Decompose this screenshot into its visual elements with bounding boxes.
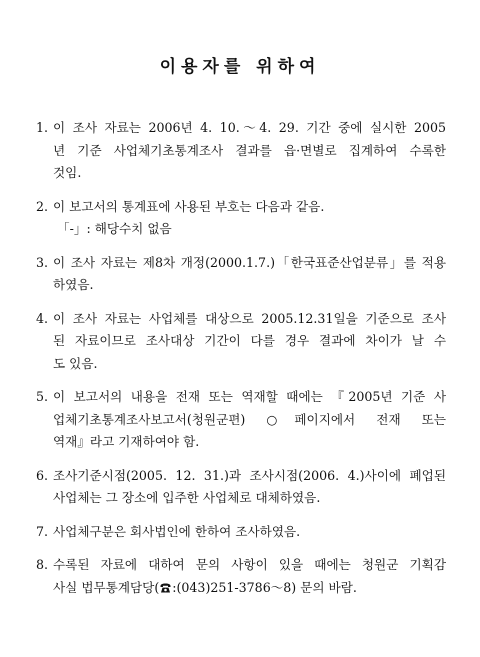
item-number: 7. <box>36 523 49 539</box>
item-number: 2. <box>36 198 49 214</box>
item-content <box>53 554 446 599</box>
item-line: 사업체는 그 장소에 입주한 사업체로 대체하였음. <box>53 490 321 505</box>
item-line: 업체기초통계조사보고서(청원군편) ○페이지에서 전재 또는 <box>53 411 446 427</box>
item-content <box>53 196 446 241</box>
item-line: 사업체구분은 회사법인에 한하여 조사하였음. <box>53 523 301 539</box>
item-line: 된 자료이므로 조사대상 기간이 다를 경우 결과에 차이가 날 수 <box>53 333 446 348</box>
item-content <box>53 117 446 185</box>
item-content <box>53 252 446 297</box>
contact-line <box>53 577 446 600</box>
item-number: 4. <box>36 310 49 326</box>
item-number: 1. <box>36 120 49 135</box>
item-content <box>53 386 446 454</box>
list-item <box>36 554 446 599</box>
list-item <box>36 521 446 544</box>
item-line: 도 있음. <box>53 355 98 371</box>
telephone-icon <box>160 583 171 593</box>
item-number: 3. <box>36 254 49 270</box>
item-line: 이 보고서의 내용을 전재 또는 역재할 때에는 『2005년 기준 사 <box>53 389 446 404</box>
page-title: 이용자를 위하여 <box>159 57 321 77</box>
list-item <box>36 252 446 297</box>
symbol-note: 「-」: 해당수치 없음 <box>57 221 172 236</box>
item-line: 조사기준시점(2005. 12. 31.)과 조사시점(2006. 4.)사이에 폐업된 <box>53 467 446 483</box>
list-item <box>36 196 446 241</box>
item-line: 것임. <box>53 165 82 180</box>
item-line: 이 조사 자료는 사업체를 대상으로 2005.12.31일을 기준으로 조사 <box>53 310 446 326</box>
item-line: 년 기준 사업체기초통계조사 결과를 읍·면별로 집계하여 수록한 <box>53 142 446 158</box>
item-number: 6. <box>36 467 49 483</box>
list-item <box>36 386 446 454</box>
item-content <box>53 308 446 376</box>
item-line: 이 조사 자료는 제8차 개정(2000.1.7.)「한국표준산업분류」를 적용 <box>53 254 446 270</box>
list-item <box>36 465 446 510</box>
item-line: 이 조사 자료는 2006년 4. 10.～4. 29. 기간 중에 실시한 2005 <box>53 120 446 135</box>
item-number: 5. <box>36 389 49 404</box>
contact-text-before: 사실 법무통계담당( <box>53 579 160 595</box>
item-line: 역재』라고 기재하여야 함. <box>53 434 200 449</box>
item-line: 하였음. <box>53 277 94 292</box>
item-number: 8. <box>36 557 49 572</box>
contact-text-after: :(043)251-3786～8) 문의 바람. <box>172 579 357 595</box>
notice-list <box>36 117 446 610</box>
item-line: 이 보고서의 통계표에 사용된 부호는 다음과 같음. <box>53 198 325 214</box>
item-content <box>53 521 446 544</box>
list-item <box>36 308 446 376</box>
item-line: 수록된 자료에 대하여 문의 사항이 있을 때에는 청원군 기획감 <box>53 557 446 572</box>
item-content <box>53 465 446 510</box>
list-item <box>36 117 446 185</box>
